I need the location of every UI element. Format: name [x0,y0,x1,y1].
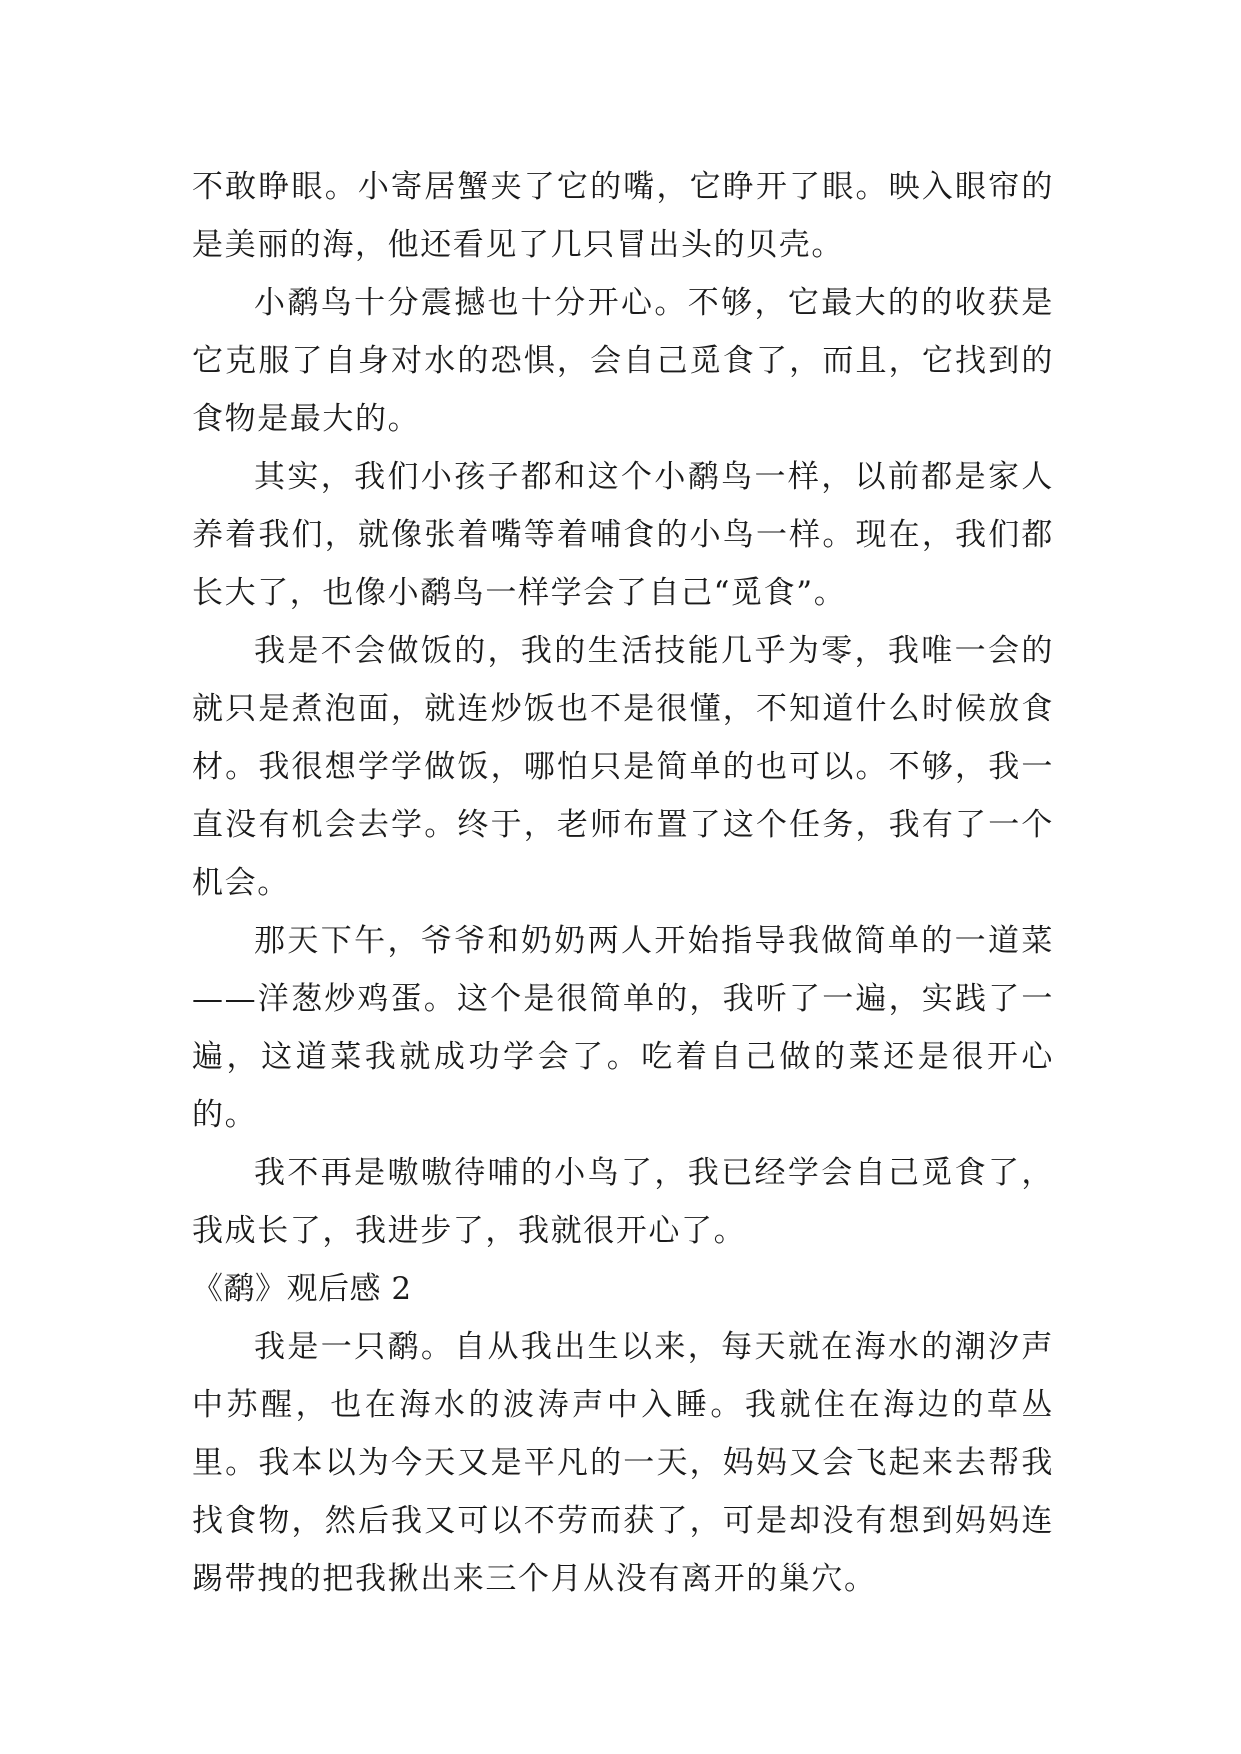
document-body [192,158,1054,1608]
paragraph-6: 我不再是嗷嗷待哺的小鸟了，我已经学会自己觅食了，我成长了，我进步了，我就很开心了。 [192,1155,1054,1249]
section-title: 《鹬》观后感 2 [192,1271,412,1307]
paragraph-5: 那天下午，爷爷和奶奶两人开始指导我做简单的一道菜——洋葱炒鸡蛋。这个是很简单的，我听了一遍，实践了一遍，这道菜我就成功学会了。吃着自己做的菜还是很开心的。 [192,923,1054,1133]
paragraph-2: 小鹬鸟十分震撼也十分开心。不够，它最大的的收获是它克服了自身对水的恐惧，会自己觅食了，而且，它找到的食物是最大的。 [192,285,1054,437]
paragraph-3: 其实，我们小孩子都和这个小鹬鸟一样，以前都是家人养着我们，就像张着嘴等着哺食的小鸟一样。现在，我们都长大了，也像小鹬鸟一样学会了自己“觅食”。 [192,459,1054,611]
section-paragraph-1: 我是一只鹬。自从我出生以来，每天就在海水的潮汐声中苏醒，也在海水的波涛声中入睡。我就住在海边的草丛里。我本以为今天又是平凡的一天，妈妈又会飞起来去帮我找食物，然后我又可以不劳而获了，可是却没有想到妈妈连踢带拽的把我揪出来三个月从没有离开的巢穴。 [192,1329,1054,1597]
paragraph-4: 我是不会做饭的，我的生活技能几乎为零，我唯一会的就只是煮泡面，就连炒饭也不是很懂，不知道什么时候放食材。我很想学学做饭，哪怕只是简单的也可以。不够，我一直没有机会去学。终于，老师布置了这个任务，我有了一个机会。 [192,633,1054,901]
paragraph-1: 不敢睁眼。小寄居蟹夹了它的嘴，它睁开了眼。映入眼帘的是美丽的海，他还看见了几只冒出头的贝壳。 [192,169,1054,263]
